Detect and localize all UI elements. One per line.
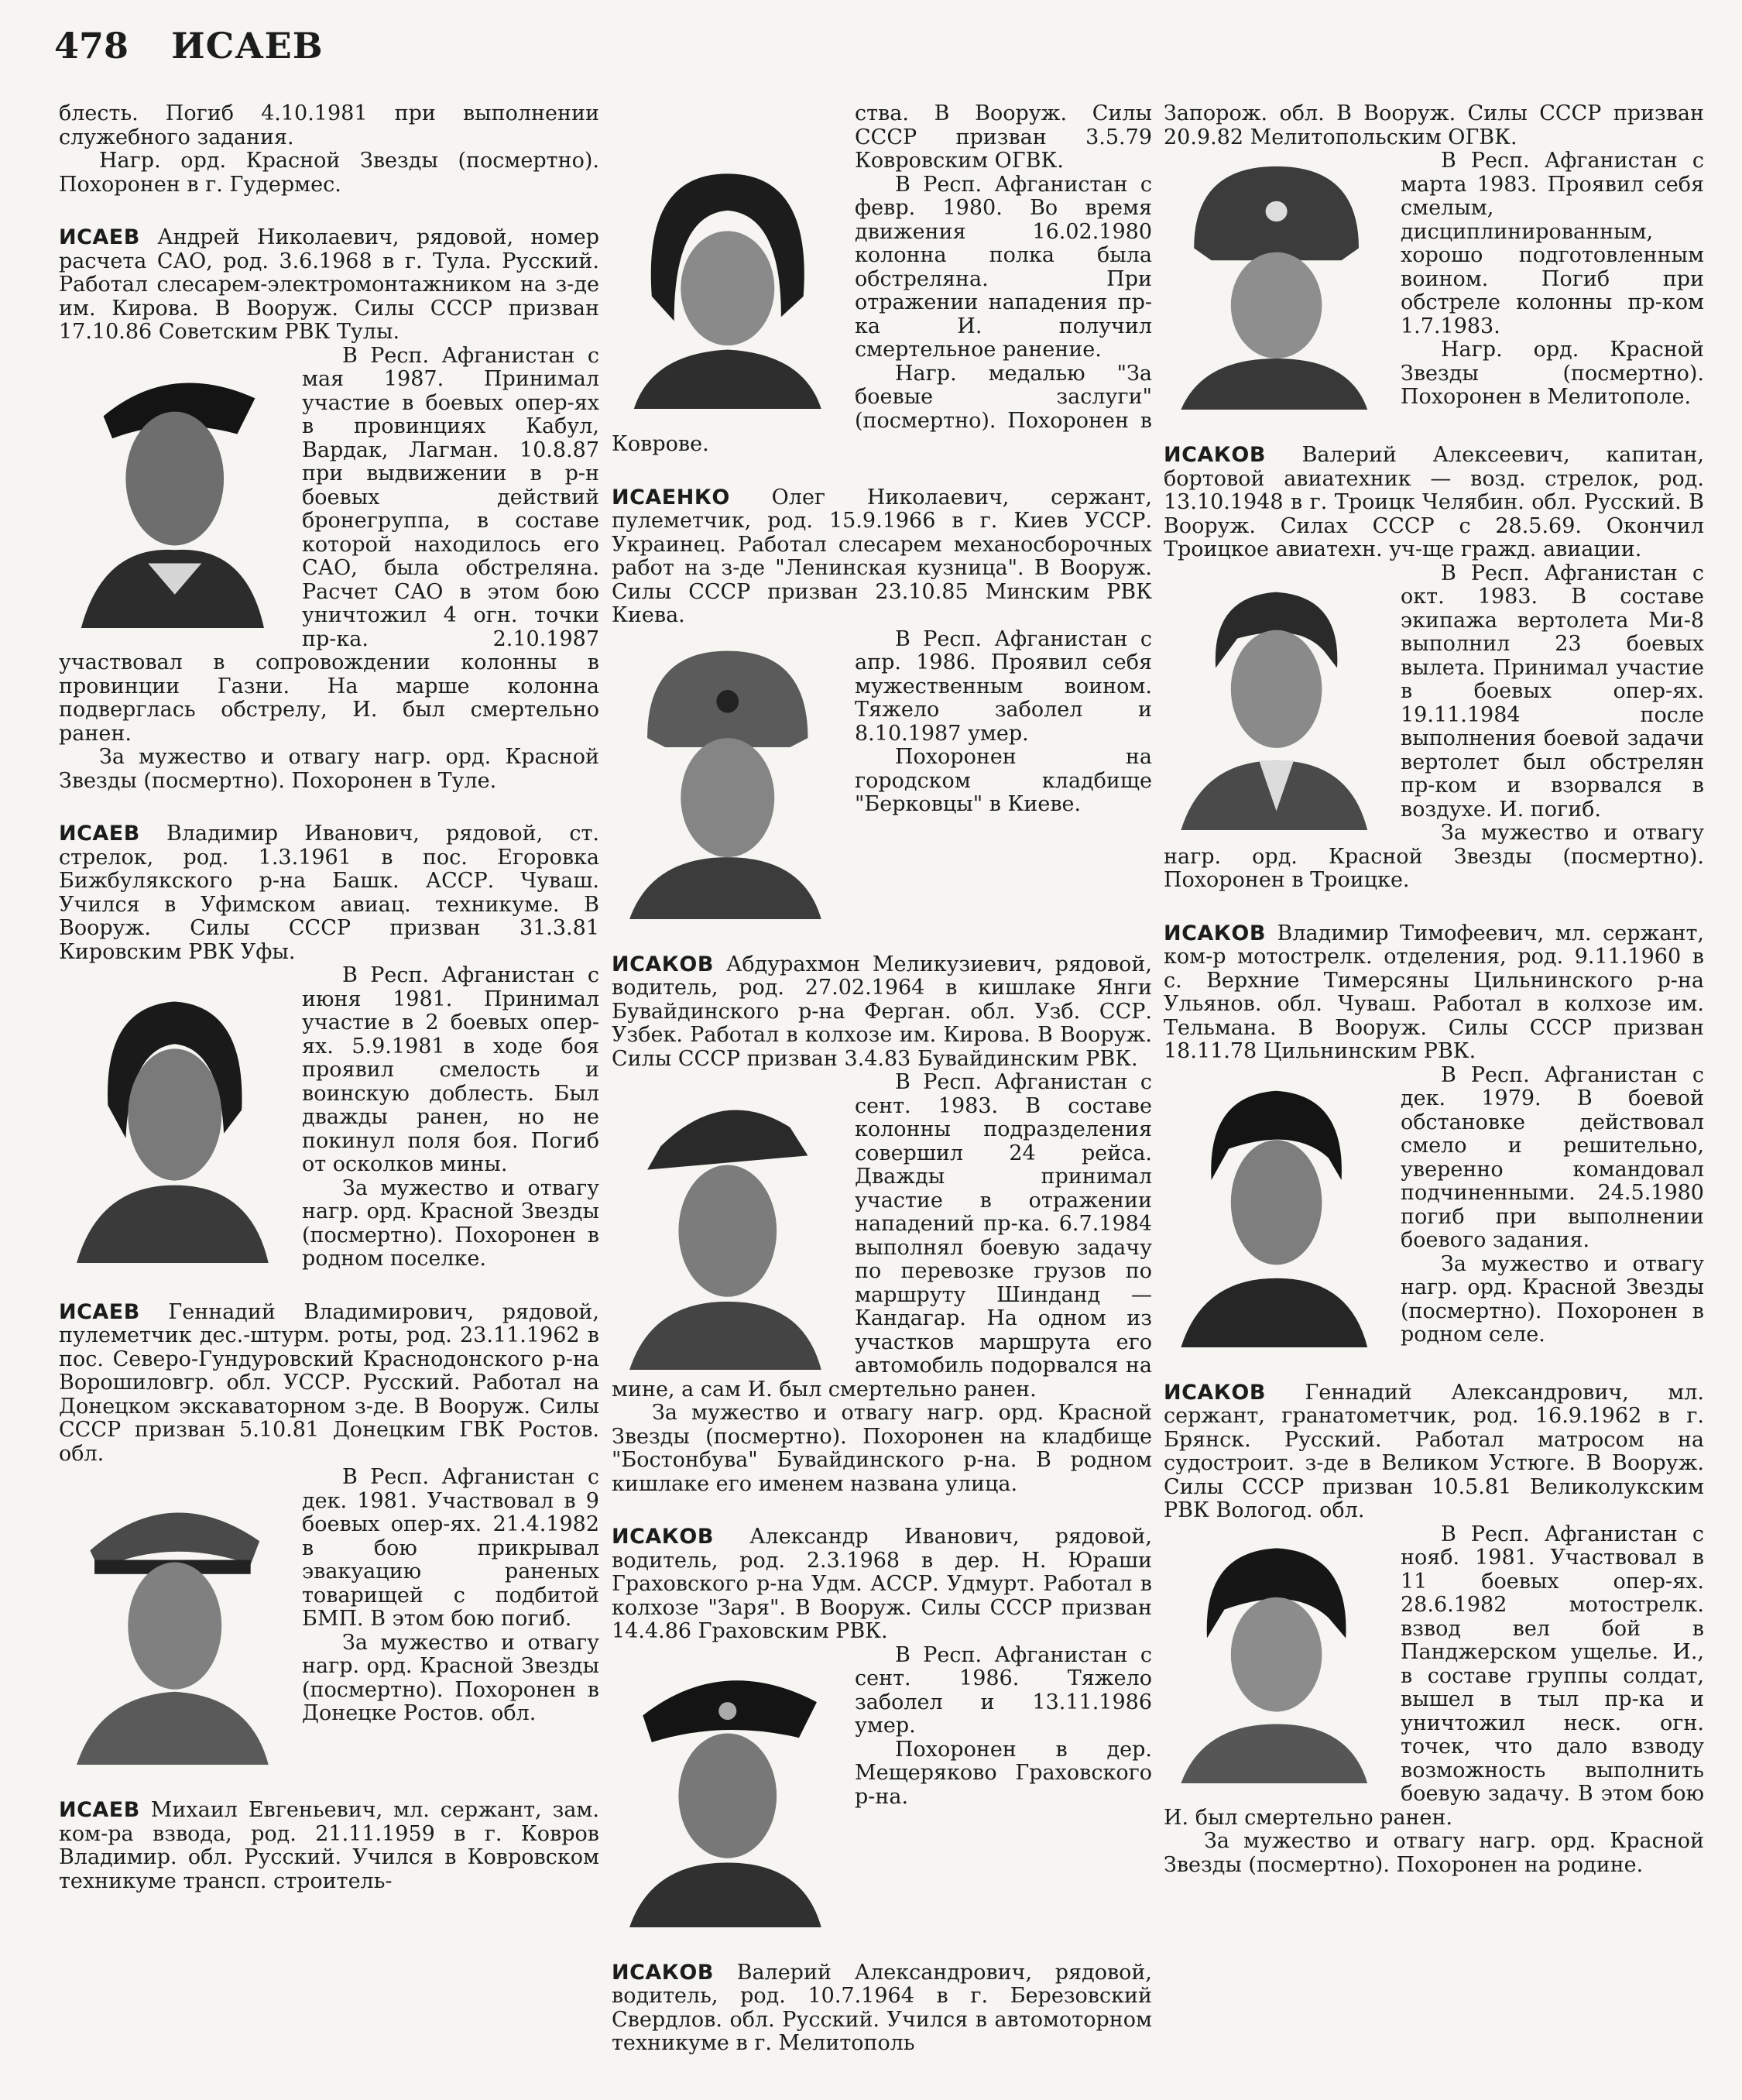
entry-isaev-mikhail xyxy=(59,1799,599,1893)
portrait-uniform-icon xyxy=(1164,567,1380,830)
entry-isakov-valeriy-al xyxy=(1164,444,1704,893)
portrait-icon xyxy=(59,969,282,1263)
entry-surname: ИСАЕВ xyxy=(59,1798,140,1822)
entry-surname: ИСАКОВ xyxy=(612,952,714,976)
entry-award: Нагр. орд. Красной Звезды (посмертно). Похоронен в Мелитополе. xyxy=(1401,338,1704,409)
entry-service: В Респ. Афганистан с апр. 1986. Проявил себя мужественным воином. Тяжело заболел и 8.10.1987 умер. xyxy=(855,626,1152,746)
entry-surname: ИСАКОВ xyxy=(1164,921,1266,945)
portrait-photo xyxy=(1164,1528,1380,1783)
continued-text: блесть. Погиб 4.10.1981 при выполнении служебного задания. xyxy=(59,101,599,149)
entry-bio: Геннадий Александрович, мл. сержант, гранатометчик, род. 16.9.1962 в г. Брянск. Русский. Работал матросом на судостроит. з-де в Великом Устюге. В Вооруж. Силы СССР призван 10.5.81 Великолукским РВК Вологод. обл. xyxy=(1164,1380,1704,1522)
entry-isakov-gennadiy xyxy=(1164,1381,1704,1878)
entry-award: За мужество и отвагу нагр. орд. Красной Звезды (посмертно). Похоронен в Донецке Ростов. обл. xyxy=(302,1630,599,1725)
entry-surname: ИСАЕНКО xyxy=(612,485,730,510)
portrait-beret-icon xyxy=(59,349,282,628)
entry-service: В Респ. Афганистан с сент. 1986. Тяжело заболел и 13.11.1986 умер. xyxy=(855,1642,1152,1738)
portrait-beret-icon xyxy=(612,1649,835,1927)
entry-bio: Абдурахмон Меликузиевич, рядовой, водитель, род. 27.02.1964 в кишлаке Янги Бувайдинского р-на Ферган. обл. Узб. ССР. Узбек. Работал в колхозе им. Кирова. В Вооруж. Силы СССР призван 3.4.83 Бувайдинским РВК. xyxy=(612,952,1152,1071)
portrait-photo xyxy=(59,969,282,1263)
entry-bio: Валерий Александрович, рядовой, водитель, род. 10.7.1964 в г. Березовский Свердлов. обл. Русский. Учился в автомоторном техникуме в г. Мелитополь xyxy=(612,1960,1152,2055)
entry-isakov-aleksandr xyxy=(612,1525,1152,1809)
entry-service: В Респ. Афганистан с дек. 1979. В боевой обстановке действовал смело и решительно, уверенно командовал подчиненными. 24.5.1980 погиб при выполнении боевого задания. xyxy=(1401,1062,1704,1252)
entry-isaenko-oleg xyxy=(612,486,1152,817)
column-2 xyxy=(612,102,1152,2056)
entry-isaev-vladimir xyxy=(59,822,599,1271)
entry-service: В Респ. Афганистан с дек. 1981. Участвовал в 9 боевых опер-ях. 21.4.1982 в бою прикрывал эвакуацию раненых товарищей с подбитой БМП. В этом бою погиб. xyxy=(302,1465,599,1631)
entry-service: В Респ. Афганистан с февр. 1980. Во время движения 16.02.1980 колонна полка была обстреляна. При отражении нападения пр-ка И. получил смертельное ранение. xyxy=(855,172,1152,362)
portrait-photo xyxy=(59,1470,282,1765)
entry-surname: ИСАКОВ xyxy=(612,1960,714,1985)
entry-bio: Олег Николаевич, сержант, пулеметчик, род. 15.9.1966 в г. Киев УССР. Украинец. Работал слесарем механосборочных работ на з-де "Ленинская кузница". В Вооруж. Силы СССР призван 23.10.85 Минским РВК Киева. xyxy=(612,485,1152,627)
entry-award: Похоронен в дер. Мещеряково Граховского р-на. xyxy=(855,1737,1152,1809)
entry-surname: ИСАЕВ xyxy=(59,822,140,846)
entry-isakov-valeriy-a xyxy=(612,1961,1152,2056)
entry-surname: ИСАЕВ xyxy=(59,1299,140,1324)
entry-award: За мужество и отвагу нагр. орд. Красной Звезды (посмертно). Похоронен на кладбище "Бостонбува" Бувайдинского р-на. В родном кишлаке его именем названа улица. xyxy=(612,1401,1152,1496)
entry-surname: ИСАКОВ xyxy=(612,1525,714,1549)
entry-bio: Александр Иванович, рядовой, водитель, род. 2.3.1968 в дер. Н. Юраши Граховского р-на Удм. АССР. Удмурт. Работал в колхозе "Заря". В Вооруж. Силы СССР призван 14.4.86 Граховским РВК. xyxy=(612,1525,1152,1643)
running-head: ИСАЕВ xyxy=(171,25,324,67)
entry-isaev-mikhail-continued xyxy=(612,102,1152,457)
entry-bio: Владимир Тимофеевич, мл. сержант, ком-р мотострелк. отделения, род. 9.11.1960 в с. Верхние Тимерсяны Цильнинского р-на Ульянов. обл. Чуваш. Работал в колхозе им. Тельмана. В Вооруж. Силы СССР призван 18.11.78 Цильнинским РВК. xyxy=(1164,921,1704,1063)
entry-bio: Андрей Николаевич, рядовой, номер расчета САО, род. 3.6.1968 в г. Тула. Русский. Работал слесарем-электромонтажником на з-де им. Кирова. В Вооруж. Силы СССР призван 17.10.86 Советским РВК Тулы. xyxy=(59,225,599,344)
entry-award: Похоронен на городском кладбище "Берковцы" в Киеве. xyxy=(855,745,1152,816)
page-header xyxy=(54,25,324,79)
portrait-photo xyxy=(1164,567,1380,830)
entry-service: В Респ. Афганистан с окт. 1983. В составе экипажа вертолета Ми-8 выполнил 23 боевых вылета. Принимал участие в боевых опер-ях. 19.11.1984 после выполнения боевой задачи вертолет был обстрелян пр-ком и взорвался в воздухе. И. погиб. xyxy=(1401,561,1704,822)
entry-service: В Респ. Афганистан с сент. 1983. В составе колонны подразделения совершил 24 рейса. Дважды принимал участие в отражении нападений пр-ка. 6.7.1984 выполнял боевую задачу по перевозке грузов по маршруту Шинданд — Кандагар. На одном из участков маршрута его автомобиль подорвался на мине, а сам И. был смертельно ранен. xyxy=(612,1070,1152,1402)
entry-bio: Владимир Иванович, рядовой, ст. стрелок, род. 1.3.1961 в пос. Егоровка Бижбулякского р-на Башк. АССР. Чуваш. Учился в Уфимском авиац. техникуме. В Вооруж. Силы СССР призван 31.3.81 Кировским РВК Уфы. xyxy=(59,822,599,964)
entry-service: В Респ. Афганистан с июня 1981. Принимал участие в 2 боевых опер-ях. 5.9.1981 в ходе боя проявил смелость и воинскую доблесть. Был дважды ранен, но не покинул поля боя. Погиб от осколков мины. xyxy=(302,963,599,1176)
entry-isaev-gennadiy xyxy=(59,1301,599,1726)
portrait-photo xyxy=(59,349,282,628)
entry-isaev-andrey xyxy=(59,226,599,793)
continued-award: Нагр. орд. Красной Звезды (посмертно). Похоронен в г. Гудермес. xyxy=(59,149,599,197)
column-1 xyxy=(59,102,599,1893)
entry-award: За мужество и отвагу нагр. орд. Красной Звезды (посмертно). Похоронен в Туле. xyxy=(59,745,599,793)
portrait-icon xyxy=(1164,1528,1380,1783)
portrait-icon xyxy=(1164,1069,1380,1347)
portrait-photo xyxy=(612,633,835,919)
entry-isakov-valeriy-a-continued xyxy=(1164,102,1704,410)
entry-award: За мужество и отвагу нагр. орд. Красной Звезды (посмертно). Похоронен в родном поселке. xyxy=(302,1175,599,1271)
portrait-icon xyxy=(612,153,835,409)
entry-surname: ИСАКОВ xyxy=(1164,443,1266,467)
portrait-photo xyxy=(612,153,835,409)
portrait-photo xyxy=(612,1076,835,1370)
portrait-hat-icon xyxy=(612,1076,835,1370)
entry-award: За мужество и отвагу нагр. орд. Красной Звезды (посмертно). Похоронен в родном селе. xyxy=(1401,1251,1704,1347)
entry-service: В Респ. Афганистан с нояб. 1981. Участвовал в 11 боевых опер-ях. 28.6.1982 мотострелк. взвод вел бой в Панджерском ущелье. И., в составе группы солдат, вышел в тыл пр-ка и уничтожил неск. огн. точек, что дало взводу возможность выполнить боевую задачу. В этом бою И. был смертельно ранен. xyxy=(1164,1522,1704,1830)
entry-isakov-vladimir xyxy=(1164,922,1704,1347)
entry-surname: ИСАЕВ xyxy=(59,225,140,249)
portrait-ushanka-icon xyxy=(612,633,835,919)
entry-award: Нагр. медалью "За боевые заслуги" (посмертно). Похоронен в Коврове. xyxy=(612,361,1152,456)
portrait-cap-icon xyxy=(59,1470,282,1765)
continued-text: ства. В Вооруж. Силы СССР призван 3.5.79 Ковровским ОГВК. xyxy=(855,101,1152,173)
entry-service: В Респ. Афганистан с марта 1983. Проявил себя смелым, дисциплинированным, хорошо подготовленным воином. Погиб при обстреле колонны пр-ком 1.7.1983. xyxy=(1401,149,1704,338)
portrait-photo xyxy=(1164,1069,1380,1347)
entry-award: За мужество и отвагу нагр. орд. Красной Звезды (посмертно). Похоронен в Троицке. xyxy=(1164,821,1704,892)
portrait-photo xyxy=(1164,154,1380,410)
continued-text: Запорож. обл. В Вооруж. Силы СССР призван 20.9.82 Мелитопольским ОГВК. xyxy=(1164,101,1704,149)
entry-bio: Валерий Алексеевич, капитан, бортовой авиатехник — возд. стрелок, род. 13.10.1948 в г. Троицк Челябин. обл. Русский. В Вооруж. Силах СССР с 28.5.69. Окончил Троицкое авиатехн. уч-ще гражд. авиации. xyxy=(1164,443,1704,561)
entry-bio: Михаил Евгеньевич, мл. сержант, зам. ком-ра взвода, род. 21.11.1959 в г. Ковров Владимир. обл. Русский. Учился в Ковровском техникуме трансп. строитель- xyxy=(59,1798,599,1893)
page-number: 478 xyxy=(54,25,129,67)
entry-service: В Респ. Афганистан с мая 1987. Принимал участие в боевых опер-ях в провинциях Кабул, Вардак, Лагман. 10.8.87 при выдвижении в р-н боевых действий бронегруппа, в составе которой находилось его САО, была обстреляна. Расчет САО в этом бою уничтожил 4 огн. точки пр-ка. 2.10.1987 участвовал в сопровождении колонны в провинции Газни. На марше колонна подверглась обстрелу, И. был смертельно ранен. xyxy=(59,343,599,746)
portrait-ushanka-icon xyxy=(1164,154,1380,410)
column-3 xyxy=(1164,102,1704,1877)
entry-surname: ИСАКОВ xyxy=(1164,1380,1266,1405)
entry-award: За мужество и отвагу нагр. орд. Красной Звезды (посмертно). Похоронен на родине. xyxy=(1164,1829,1704,1877)
portrait-photo xyxy=(612,1649,835,1927)
entry-bio: Геннадий Владимирович, рядовой, пулеметчик дес.-штурм. роты, род. 23.11.1962 в пос. Северо-Гундуровский Краснодонского р-на Ворошиловгр. обл. УССР. Русский. Работал на Донецком экскаваторном з-де. В Вооруж. Силы СССР призван 5.10.81 Донецким ГВК Ростов. обл. xyxy=(59,1299,599,1466)
entry-isakov-abdurakhmon xyxy=(612,953,1152,1497)
